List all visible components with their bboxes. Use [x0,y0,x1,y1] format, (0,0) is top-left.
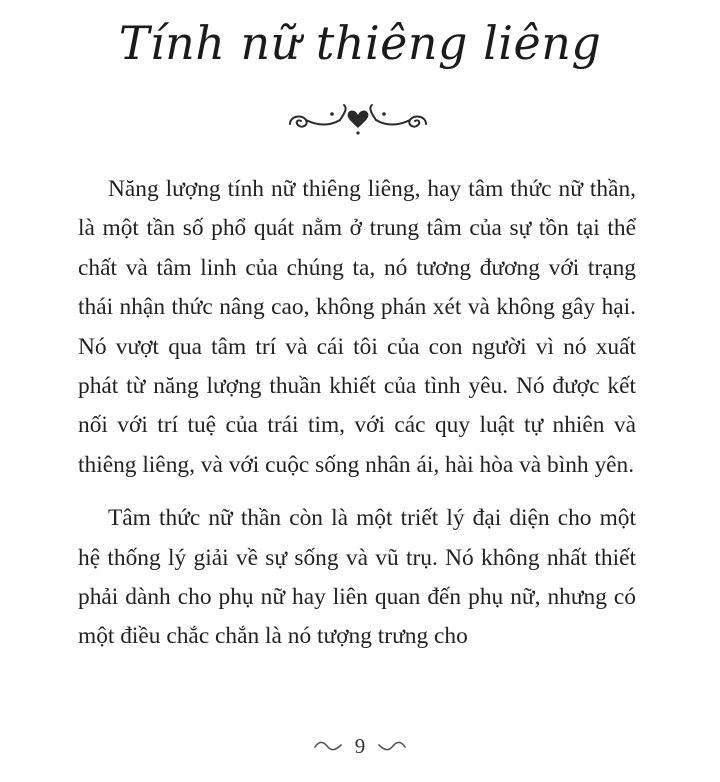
body-text [78,170,636,657]
paragraph-1: Năng lượng tính nữ thiêng liêng, hay tâm thức nữ thần, là một tần số phổ quát nằm ở trung tâm của sự tồn tại thể chất và tâm linh của chúng ta, nó tương đương với trạng thái nhận thức nâng cao, không phán xét và không gây hại. Nó vượt qua tâm trí và cái tôi của con người vì nó xuất phát từ năng lượng thuần khiết của tình yêu. Nó được kết nối với trí tuệ của trái tim, với các quy luật tự nhiên và thiêng liêng, và với cuộc sống nhân ái, hài hòa và bình yên. [78,176,636,478]
swirl-left-icon [313,739,343,753]
paragraph-2: Tâm thức nữ thần còn là một triết lý đại diện cho một hệ thống lý giải về sự sống và vũ trụ. Nó không nhất thiết phải dành cho phụ nữ hay liên quan đến phụ nữ, nhưng có một điều chắc chắn là nó tượng trưng cho [78,505,636,650]
page-footer [0,734,720,758]
swirl-right-icon [377,739,407,753]
page-number: 9 [354,733,366,758]
chapter-title: Tính nữ thiêng liêng [118,16,602,70]
flourish-divider-icon [284,100,432,138]
